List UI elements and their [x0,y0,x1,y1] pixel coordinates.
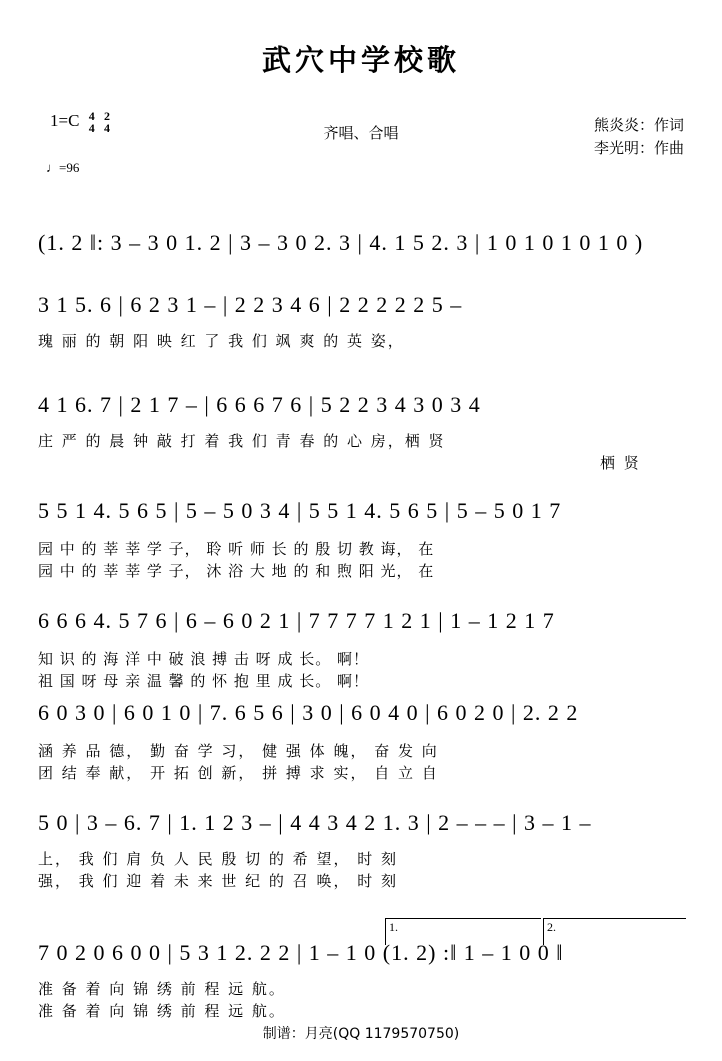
performance-style: 齐唱、合唱 [323,124,399,142]
system-4-notes: 5 5 1 4. 5 6 5 | 5 – 5 0 3 4 | 5 5 1 4. 5 6 5 | 5 – 5 0 1 7 [38,498,562,523]
system-3-lyrics-2: 栖 贤 [600,454,641,472]
composer-credit: 李光明：作曲 [593,138,684,157]
time-signature-1-denominator: 4 [88,121,95,135]
volta-2-label: 2. [547,920,556,934]
time-signature-2-numerator: 2 [103,109,110,123]
system-7-lyrics-2: 强， 我 们 迎 着 未 来 世 纪 的 召 唤， 时 刻 [38,872,398,890]
system-8-notes: 7 0 2 0 6 0 0 | 5 3 1 2. 2 2 | 1 – 1 0 (1. 2) :‖ 1 – 1 0 0 ‖ [38,940,564,965]
system-2-lyrics-1: 瑰 丽 的 朝 阳 映 红 了 我 们 飒 爽 的 英 姿， [38,332,405,350]
system-4-lyrics-2: 园 中 的 莘 莘 学 子， 沐 浴 大 地 的 和 煦 阳 光， 在 [38,562,435,580]
system-6-lyrics-2: 团 结 奉 献， 开 拓 创 新， 拼 搏 求 实， 自 立 自 [38,764,439,782]
system-5-lyrics-1: 知 识 的 海 洋 中 破 浪 搏 击 呀 成 长。 啊！ [38,650,369,668]
time-signature-1-numerator: 4 [88,109,95,123]
system-4-lyrics-1: 园 中 的 莘 莘 学 子， 聆 听 师 长 的 殷 切 教 诲， 在 [38,540,435,558]
credits [594,114,684,159]
transcription-credit: 制谱：月亮(QQ 1179570750) [262,1026,460,1042]
system-6-notes: 6 0 3 0 | 6 0 1 0 | 7. 6 5 6 | 3 0 | 6 0 4 0 | 6 0 2 0 | 2. 2 2 [38,700,579,725]
page-title: 武穴中学校歌 [261,43,460,77]
system-5-lyrics-2: 祖 国 呀 母 亲 温 馨 的 怀 抱 里 成 长。 啊！ [38,672,369,690]
system-5-notes: 6 6 6 4. 5 7 6 | 6 – 6 0 2 1 | 7 7 7 7 1 2 1 | 1 – 1 2 1 7 [38,608,555,633]
lyricist-credit: 熊炎炎：作词 [593,116,684,134]
system-7-notes: 5 0 | 3 – 6. 7 | 1. 1 2 3 – | 4 4 3 4 2 1. 3 | 2 – – – | 3 – 1 – [38,810,592,835]
system-6-lyrics-1: 涵 养 品 德， 勤 奋 学 习， 健 强 体 魄， 奋 发 向 [38,742,439,760]
system-8-lyrics-1: 准 备 着 向 锦 绣 前 程 远 航。 [38,980,286,998]
system-7-lyrics-1: 上， 我 们 肩 负 人 民 殷 切 的 希 望， 时 刻 [38,850,398,868]
system-2-notes: 3 1 5. 6 | 6 2 3 1 – | 2 2 3 4 6 | 2 2 2 2 2 5 – [38,292,463,317]
system-8-lyrics-2: 准 备 着 向 锦 绣 前 程 远 航。 [38,1002,286,1020]
time-signature-2-denominator: 4 [103,121,110,135]
system-1-notes: (1. 2 ‖: 3 – 3 0 1. 2 | 3 – 3 0 2. 3 | 4. 1 5 2. 3 | 1 0 1 0 1 0 1 0 ) [38,230,644,255]
volta-1-label: 1. [389,920,398,934]
system-3-notes: 4 1 6. 7 | 2 1 7 – | 6 6 6 7 6 | 5 2 2 3 4 3 0 3 4 [38,392,481,417]
key-signature-text: 1=C [50,110,80,130]
tempo-marking: ♩=96 [46,160,80,175]
system-3-lyrics-1: 庄 严 的 晨 钟 敲 打 着 我 们 青 春 的 心 房，栖 贤 [38,432,446,450]
